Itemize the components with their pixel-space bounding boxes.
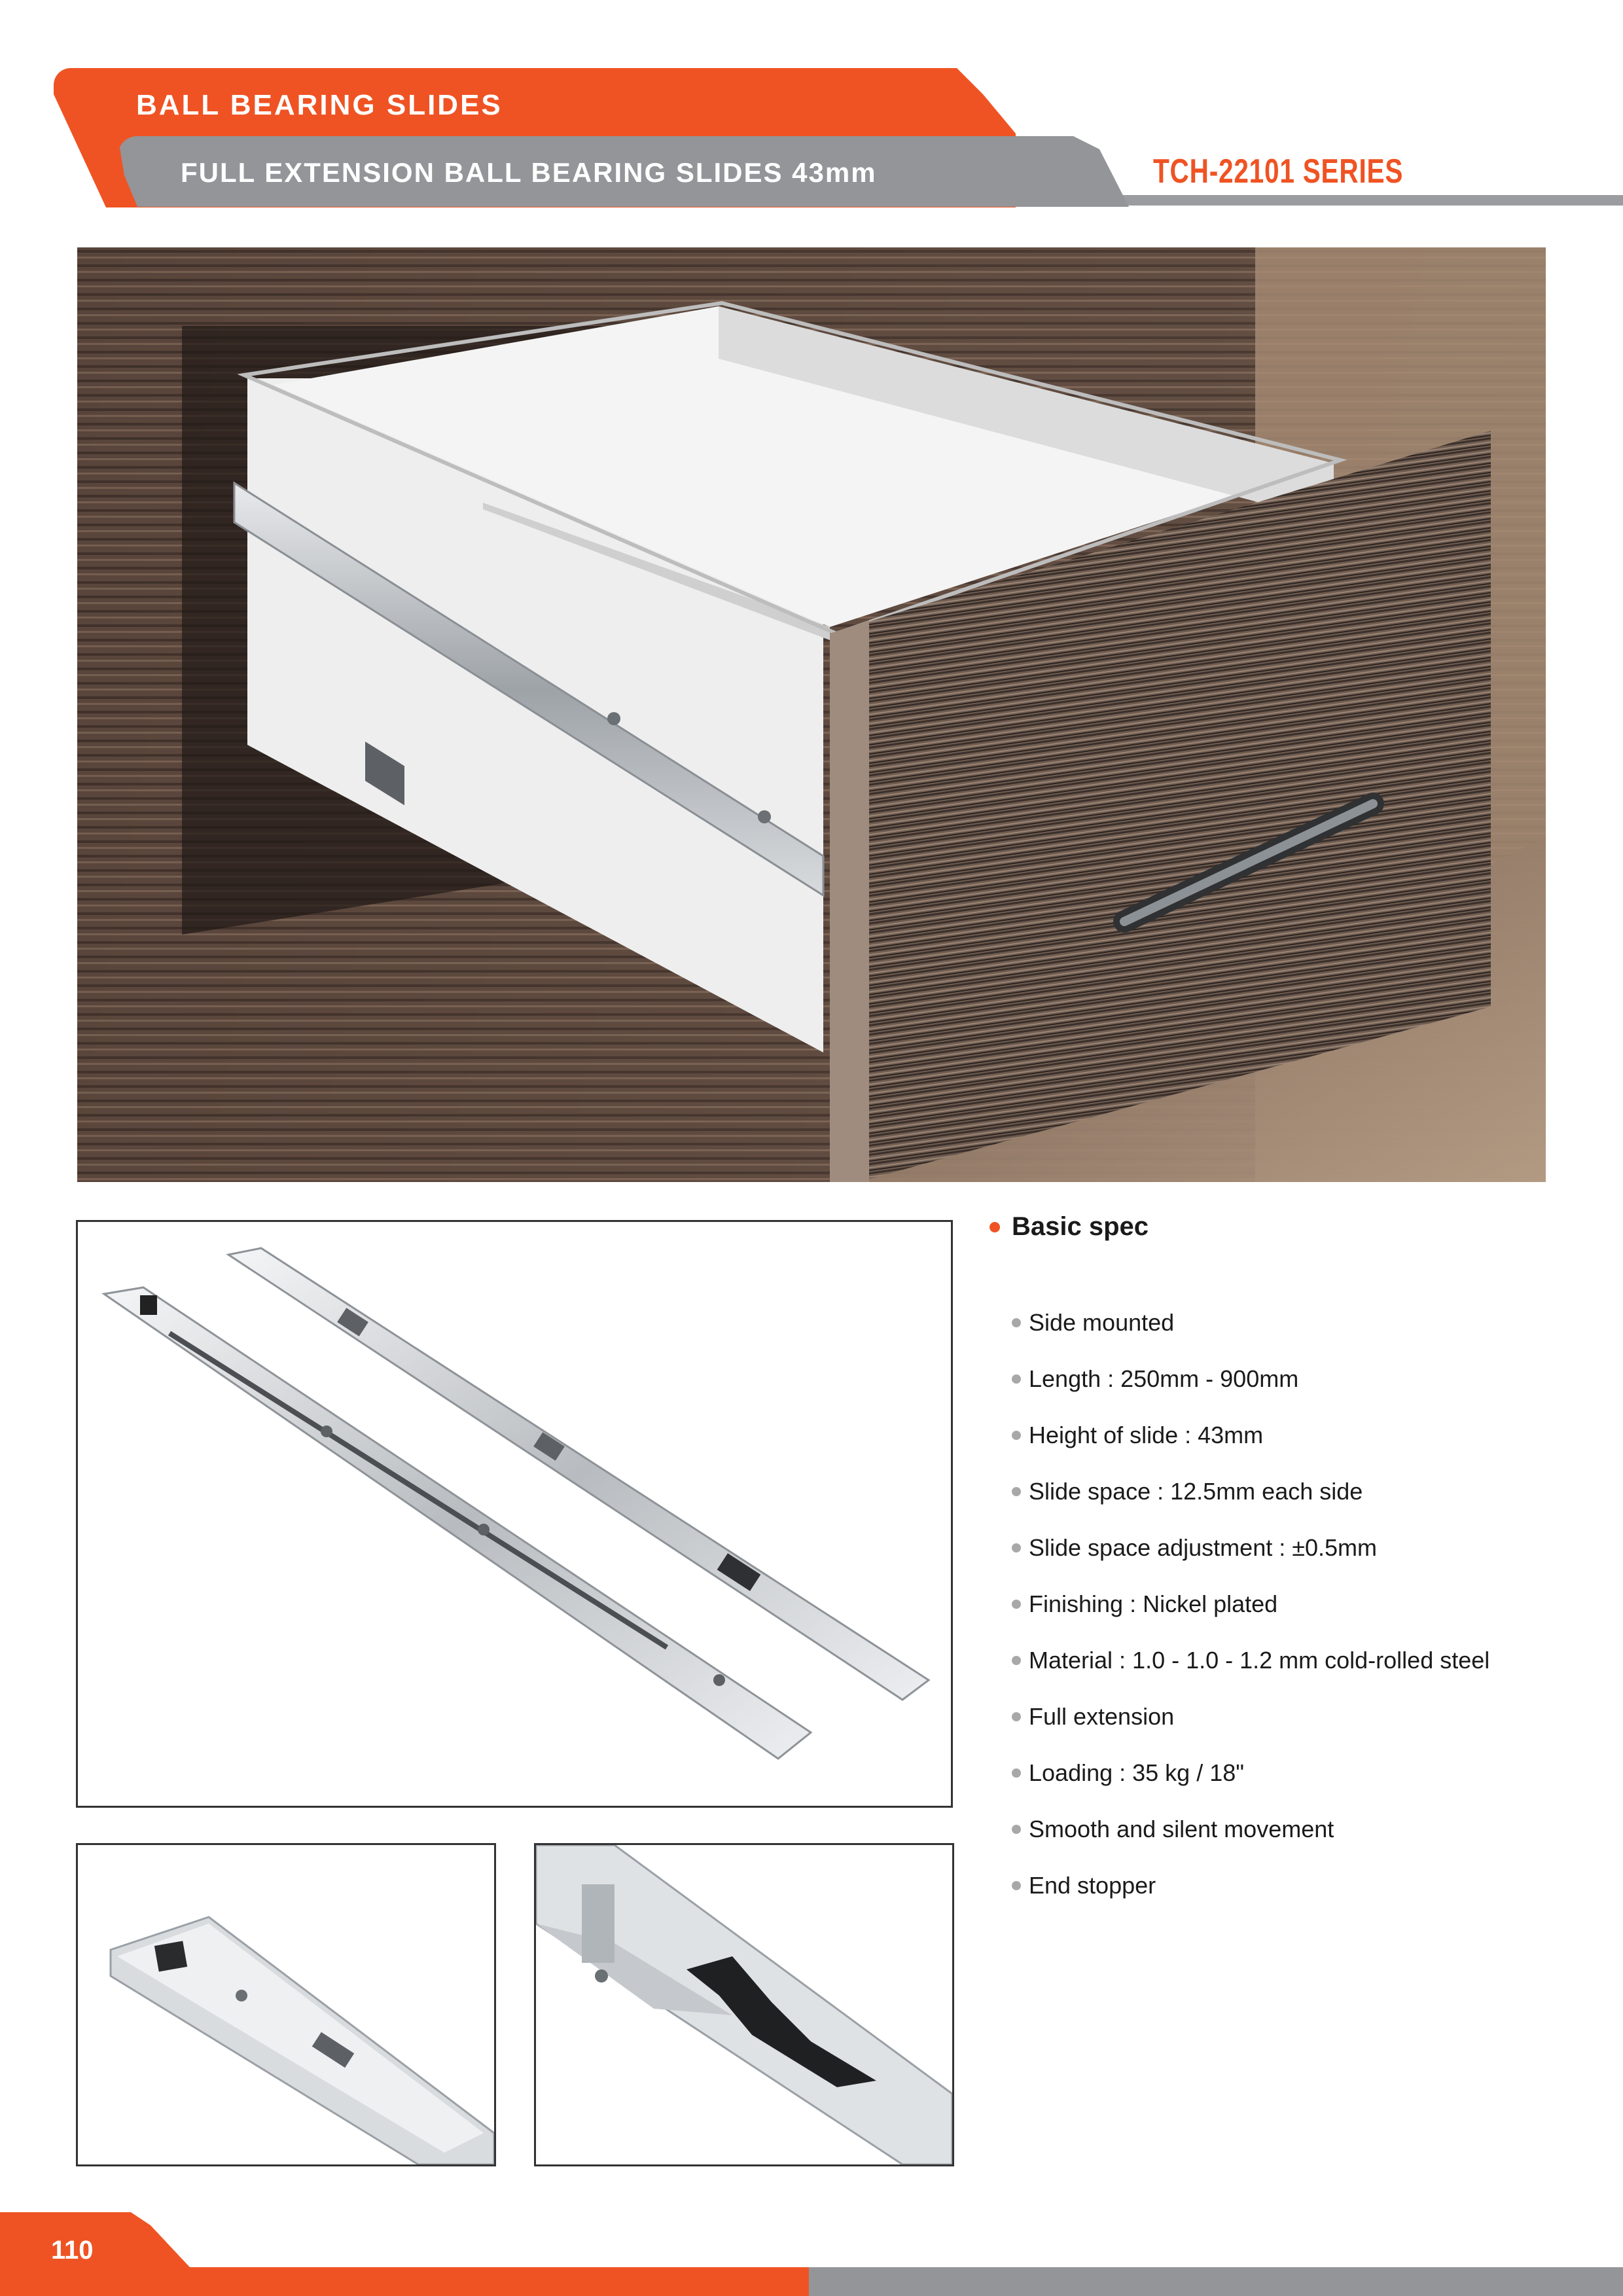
spec-heading-label: Basic spec (1012, 1212, 1149, 1241)
grey-bullet-icon (1012, 1318, 1021, 1327)
grey-bullet-icon (1012, 1543, 1021, 1552)
grey-bullet-icon (1012, 1600, 1021, 1609)
grey-bullet-icon (1012, 1768, 1021, 1778)
grey-bullet-icon (1012, 1712, 1021, 1721)
category-title: BALL BEARING SLIDES (136, 89, 503, 121)
spec-item: Length : 250mm - 900mm (1012, 1351, 1489, 1407)
footer-orange-tab (0, 2212, 809, 2296)
spec-item: Slide space : 12.5mm each side (1012, 1463, 1489, 1520)
slides-illustration (78, 1222, 951, 1806)
spec-item: Loading : 35 kg / 18" (1012, 1745, 1489, 1801)
grey-bullet-icon (1012, 1374, 1021, 1384)
spec-list (1012, 1295, 1489, 1914)
spec-item: Material : 1.0 - 1.0 - 1.2 mm cold-rolled steel (1012, 1632, 1489, 1689)
grey-bullet-icon (1012, 1431, 1021, 1440)
drawer-illustration (77, 247, 1546, 1182)
detail-photo-stopper (76, 1843, 496, 2166)
spec-item: Side mounted (1012, 1295, 1489, 1351)
stopper-illustration (78, 1845, 494, 2164)
lever-illustration (536, 1845, 952, 2164)
spec-item: Full extension (1012, 1689, 1489, 1745)
spec-item: Height of slide : 43mm (1012, 1407, 1489, 1463)
spec-item: End stopper (1012, 1857, 1489, 1914)
grey-bullet-icon (1012, 1825, 1021, 1834)
series-label: TCH-22101 SERIES (1153, 152, 1404, 190)
hero-drawer-photo (77, 247, 1546, 1182)
spec-item: Finishing : Nickel plated (1012, 1576, 1489, 1632)
detail-photo-release-lever (534, 1843, 954, 2166)
grey-bullet-icon (1012, 1487, 1021, 1496)
page-number: 110 (51, 2236, 94, 2265)
grey-bullet-icon (1012, 1656, 1021, 1665)
spec-item: Slide space adjustment : ±0.5mm (1012, 1520, 1489, 1576)
spec-item: Smooth and silent movement (1012, 1801, 1489, 1857)
orange-bullet-icon (990, 1222, 1000, 1232)
product-subtitle: FULL EXTENSION BALL BEARING SLIDES 43mm (181, 157, 877, 188)
grey-bullet-icon (1012, 1881, 1021, 1890)
footer-grey-bar (809, 2267, 1623, 2296)
spec-heading (990, 1212, 1149, 1242)
header-rule (1113, 195, 1623, 206)
product-photo-slides (76, 1220, 953, 1808)
